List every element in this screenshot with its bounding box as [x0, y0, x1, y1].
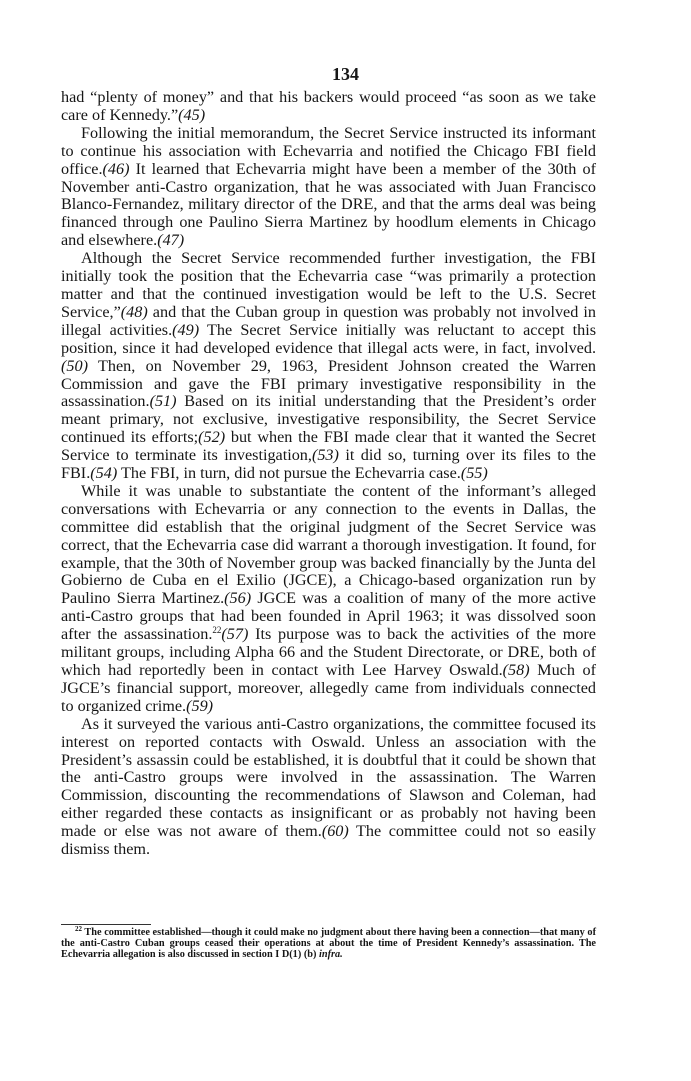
citation: (47) [157, 231, 185, 250]
citation: (49) [172, 320, 200, 339]
paragraph-text: JGCE was a coalition of many of the more active anti-Castro groups that had been founded in April 1963; it was dissolved soon after the assassination. [61, 589, 596, 644]
paragraph-text: Although the Secret Service recommended further investigation, the FBI initially took the position that the Echevarria case “was primarily a protection matter and that the continued investigation would be left to the U.S. Secret Service,” [61, 249, 596, 321]
paragraph-text: The FBI, in turn, did not pursue the Echevarria case. [117, 464, 461, 483]
paragraph-text: Its purpose was to back the activities of the more militant groups, including Alpha 66 and the Student Directorate, or DRE, both of which had reportedly been in contact with Lee Harvey Oswald. [61, 625, 596, 679]
paragraph-text: As it surveyed the various anti-Castro organizations, the committee focused its interest on reported contacts with Oswald. Unless an association with the President’s assassin could be established, it is doubtful that it could be shown that the anti-Castro groups were involved in the assassination. The Warren Commission, discounting the recommendations of Slawson and Coleman, had either regarded these contacts as insignificant or as probably not having been made or else was not aware of them. [61, 714, 596, 841]
paragraph-4 [61, 483, 596, 716]
paragraph-text: While it was unable to substantiate the content of the informant’s alleged conversations with Echevarria or any connection to the events in Dallas, the committee did establish that the original judgment of the Secret Service was correct, that the Echevarria case did warrant a thorough investigation. It found, for example, that the 30th of November group was backed financially by the Junta del Gobierno de Cuba en el Exilio (JGCE), a Chicago-based organization run by Paulino Sierra Martinez. [61, 481, 596, 608]
citation: (57) [221, 625, 249, 644]
citation: (58) [502, 661, 530, 679]
paragraph-text: The committee could not so easily dismiss them. [61, 822, 596, 859]
citation: (60) [321, 822, 349, 841]
footnote-marker: 22 [75, 925, 82, 933]
citation: (55) [460, 464, 488, 483]
citation: (56) [224, 589, 252, 608]
paragraph-2 [61, 125, 596, 250]
footnote-paragraph [61, 927, 596, 960]
citation: (48) [120, 302, 148, 321]
paragraph-5 [61, 716, 596, 859]
paragraph-3 [61, 250, 596, 483]
citation: (51) [149, 392, 177, 411]
paragraph-text: had “plenty of money” and that his backers would proceed “as soon as we take care of Kennedy.” [61, 88, 596, 124]
footnote-reference: 22 [212, 625, 222, 636]
citation: (54) [90, 464, 118, 483]
footnote [61, 927, 596, 960]
paragraph-text: and that the Cuban group in question was probably not involved in illegal activities. [61, 302, 596, 339]
citation: (45) [178, 105, 206, 124]
paragraph-text: It learned that Echevarria might have been a member of the 30th of November anti-Castro organization, that he was associated with Juan Francisco Blanco-Fernandez, military director of the DRE, and that the arms deal was being financed through one Paulino Sierra Martinez by hoodlum elements in Chicago and elsewhere. [61, 159, 596, 250]
paragraph-text: it did so, turning over its files to the FBI. [61, 446, 596, 483]
paragraph-text: The Secret Service initially was reluctant to accept this position, since it had developed evidence that illegal acts were, in fact, involved. [61, 320, 597, 357]
citation: (50) [61, 356, 88, 375]
footnote-text: The committee established—though it could make no judgment about there having been a connection—that many of the anti-Castro Cuban groups ceased their operations at about the time of President Kennedy’s assassination. The Echevarria allegation is also discussed in section I D(1) (b) [61, 927, 596, 960]
body-text [61, 89, 596, 859]
page-number: 134 [332, 64, 359, 84]
footnote-infra: infra. [319, 949, 343, 960]
paragraph-text: Based on its initial understanding that the President’s order meant primary, not exclusive, investigative responsibility, the Secret Service continued its efforts; [61, 392, 596, 447]
paragraph-1 [61, 89, 596, 125]
paragraph-text: Much of JGCE’s financial support, moreover, allegedly came from individuals connected to organized crime. [61, 661, 596, 715]
citation: (52) [198, 428, 226, 447]
paragraph-text: but when the FBI made clear that it wanted the Secret Service to terminate its investigation, [61, 428, 596, 465]
citation: (59) [186, 696, 214, 715]
paragraph-text: Following the initial memorandum, the Secret Service instructed its informant to continue his association with Echevarria and notified the Chicago FBI field office. [61, 123, 596, 178]
citation: (46) [102, 159, 130, 178]
paragraph-text: Then, on November 29, 1963, President Johnson created the Warren Commission and gave the FBI primary investigative responsibility in the assassination. [61, 356, 596, 411]
citation: (53) [311, 446, 339, 465]
